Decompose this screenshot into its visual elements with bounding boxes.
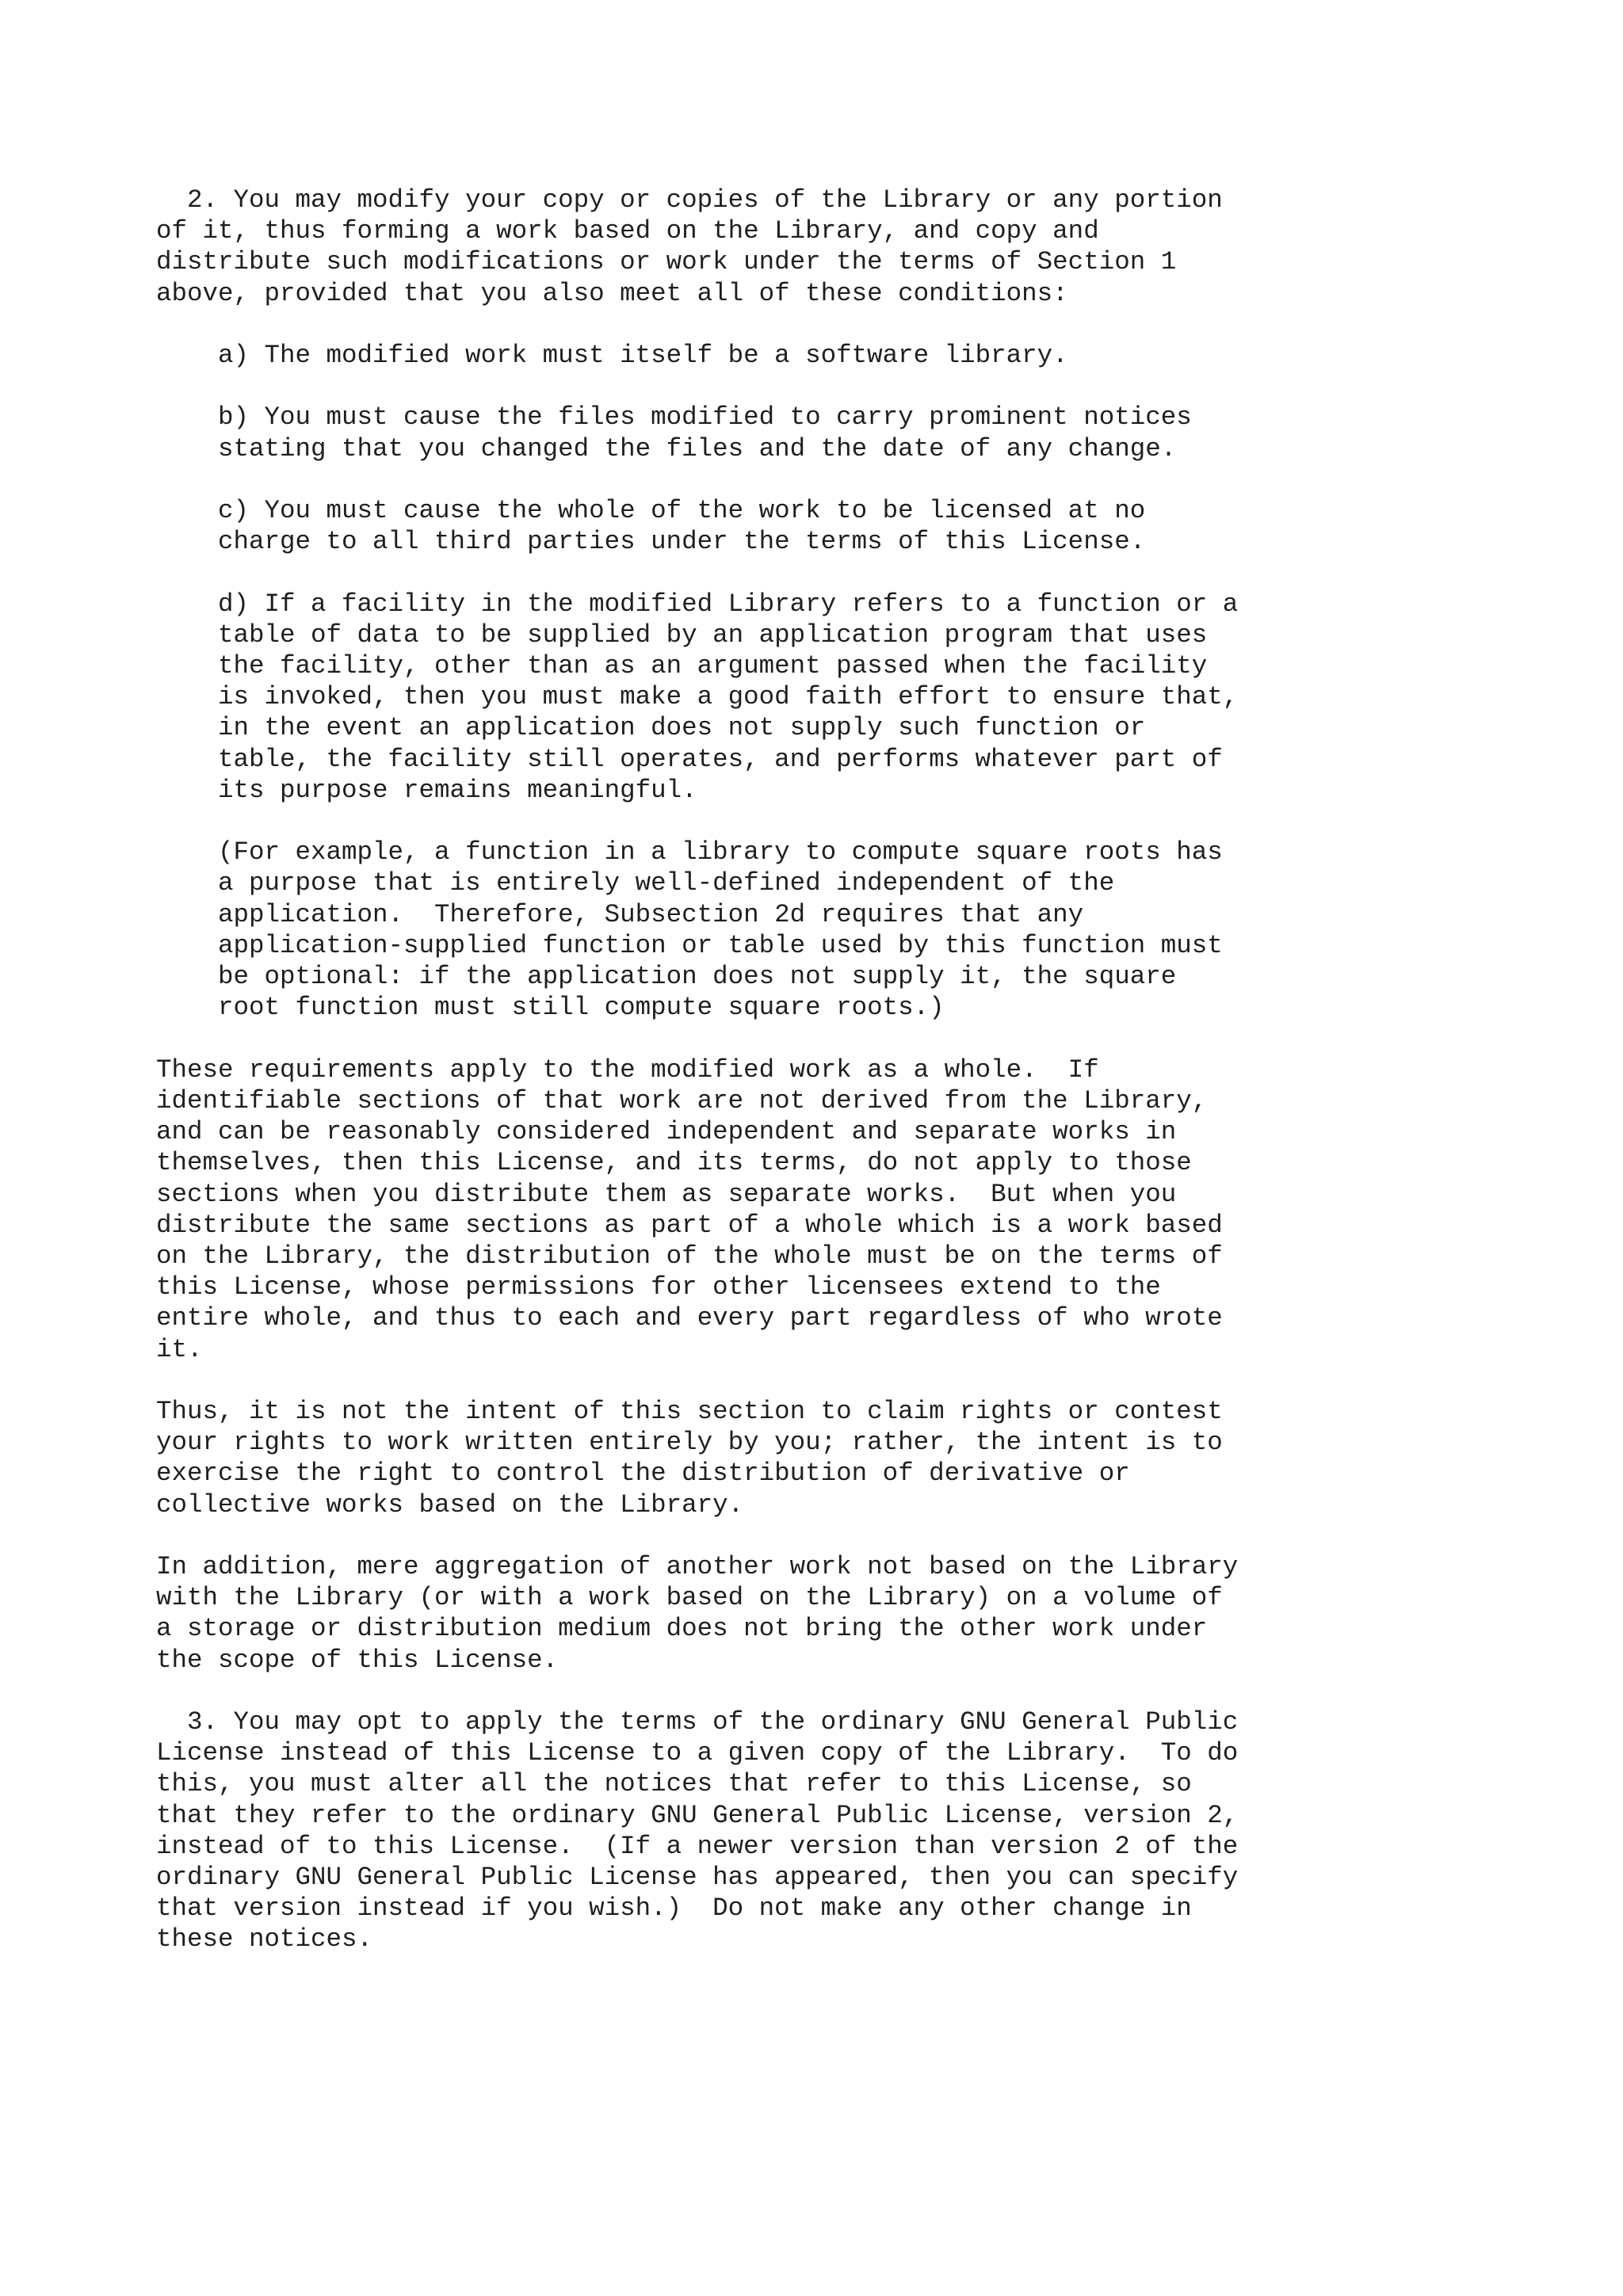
license-text: 2. You may modify your copy or copies of the Library or any portion of it, thus forming a work based on the Library, and copy and distribute such modifications or work under the terms of Section 1 above, provided that you also meet all of these conditions: a) The modified work must itself be a software library. b) You must cause the files modified to carry prominent notices stating that you changed the files and the date of any change. c) You must cause the whole of the work to be licensed at no charge to all third parties under the terms of this License. d) If a facility in the modified Library refers to a function or a table of data to be supplied by an application program that uses the facility, other than as an argument passed when the facility is invoked, then you must make a good faith effort to ensure that, in the event an application does not supply such function or table, the facility still operates, and performs whatever part of its purpose remains meaningful. (For example, a function in a library to compute square roots has a purpose that is entirely well-defined independent of the application. Therefore, Subsection 2d requires that any application-supplied function or table used by this function must be optional: if the application does not supply it, the square root function must still compute square roots.) These requirements apply to the modified work as a whole. If identifiable sections of that work are not derived from the Library, and can be reasonably considered independent and separate works in themselves, then this License, and its terms, do not apply to those sections when you distribute them as separate works. But when you distribute the same sections as part of a whole which is a work based on the Library, the distribution of the whole must be on the terms of this License, whose permissions for other licensees extend to the entire whole, and thus to each and every part regardless of who wrote it. Thus, it is not the intent of this section to claim rights or contest your rights to work written entirely by you; rather, the intent is to exercise the right to control the distribution of derivative or collective works based on the Library. In addition, mere aggregation of another work not based on the Library with the Library (or with a work based on the Library) on a volume of a storage or distribution medium does not bring the other work under the scope of this License. 3. You may opt to apply the terms of the ordinary GNU General Public License instead of this License to a given copy of the Library. To do this, you must alter all the notices that refer to this License, so that they refer to the ordinary GNU General Public License, version 2, instead of to this License. (If a newer version than version 2 of the ordinary GNU General Public License has appeared, then you can specify that version instead if you wish.) Do not make any other change in these notices. xyxy=(156,185,1239,1955)
